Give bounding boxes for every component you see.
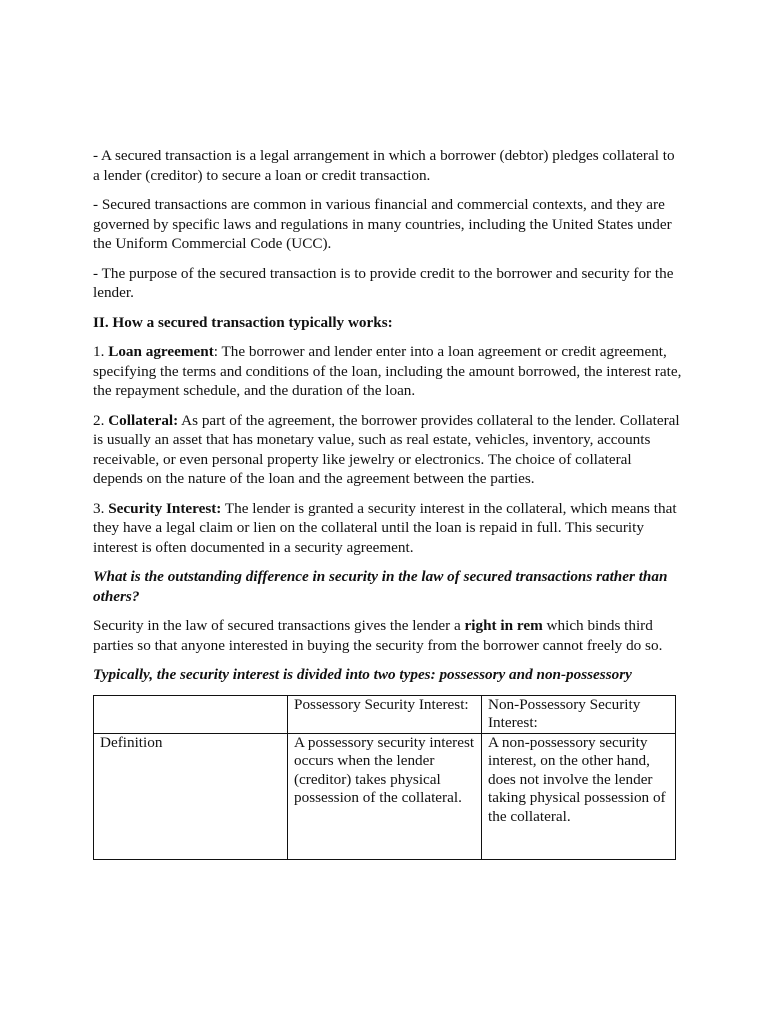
answer-paragraph: [93, 616, 683, 655]
table-row-label: Definition: [94, 733, 288, 859]
step-term: Collateral:: [108, 411, 179, 429]
table-header-empty: [94, 695, 288, 733]
table-row: [94, 733, 676, 859]
step-text: : The borrower and lender enter into a loan agreement or credit agreement, specifying the terms and conditions of the loan, including the amount borrowed, the interest rate, the repayment schedule, and the duration of the loan.: [93, 343, 682, 399]
step-term: Loan agreement: [108, 343, 214, 360]
section-heading: II. How a secured transaction typically works:: [93, 313, 393, 331]
types-heading: Typically, the security interest is divided into two types: possessory and non-possessory: [93, 666, 632, 683]
intro-paragraph-1: - A secured transaction is a legal arrangement in which a borrower (debtor) pledges collateral to a lender (creditor) to secure a loan or credit transaction.: [93, 147, 675, 184]
step-text: As part of the agreement, the borrower provides collateral to the lender. Collateral is usually an asset that has monetary value, such as real estate, vehicles, inventory, accounts receivable, or even personal property like jewelry or electronics. The choice of collateral depends on the nature of the loan and the agreement between the parties.: [93, 411, 680, 487]
step-collateral: [93, 411, 683, 489]
step-security-interest: [93, 499, 683, 558]
answer-bold-term: right in rem: [464, 617, 543, 634]
table-header-non-possessory: Non-Possessory Security Interest:: [482, 695, 676, 733]
step-number: 2.: [93, 411, 109, 429]
step-number: 1.: [93, 343, 109, 360]
step-term: Security Interest:: [108, 499, 222, 517]
intro-paragraph-3: - The purpose of the secured transaction is to provide credit to the borrower and security for the lender.: [93, 264, 674, 301]
step-number: 3.: [93, 499, 109, 517]
table-cell-possessory: A possessory security interest occurs when the lender (creditor) takes physical possession of the collateral.: [288, 733, 482, 859]
step-text: The lender is granted a security interest in the collateral, which means that they have a legal claim or lien on the collateral until the loan is repaid in full. This security interest is often documented in a security agreement.: [93, 499, 677, 556]
answer-after: which binds third parties so that anyone interested in buying the security from the borrower cannot freely do so.: [93, 617, 663, 654]
table-header-possessory: Possessory Security Interest:: [288, 695, 482, 733]
security-interest-table: [93, 695, 676, 860]
table-header-row: [94, 695, 676, 733]
question-heading: What is the outstanding difference in security in the law of secured transactions rather than others?: [93, 568, 668, 605]
document-page: [93, 146, 683, 860]
step-loan-agreement: [93, 342, 683, 401]
intro-paragraph-2: - Secured transactions are common in various financial and commercial contexts, and they are governed by specific laws and regulations in many countries, including the United States under the Uniform Commercial Code (UCC).: [93, 196, 672, 252]
answer-before: Security in the law of secured transactions gives the lender a: [93, 617, 465, 634]
table-cell-non-possessory: A non-possessory security interest, on the other hand, does not involve the lender taking physical possession of the collateral.: [482, 733, 676, 859]
